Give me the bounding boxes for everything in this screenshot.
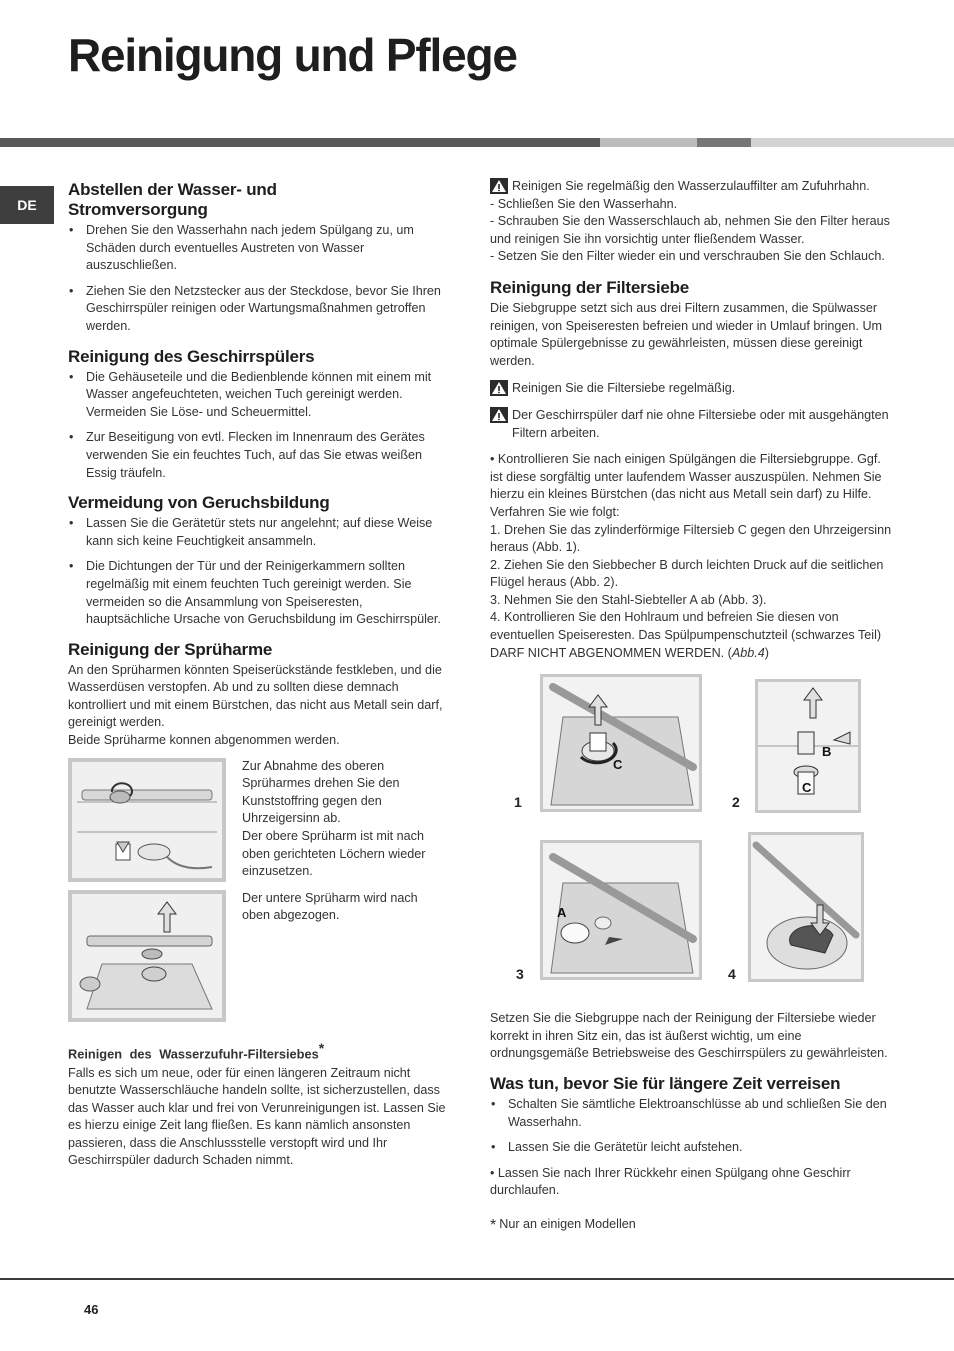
illustration-filter-step-1 [540,674,702,812]
illustration-filter-step-3 [540,840,702,980]
header-bar-segment [751,138,954,147]
bullet-list [68,369,446,483]
section-spray-arms [68,640,446,1022]
section-title: Reinigung der Filtersiebe [490,277,690,297]
paragraph: Beide Sprüharme konnen abgenommen werden. [68,733,340,748]
warning-triangle-icon [490,407,508,423]
figure-number: 2 [732,794,740,811]
caption-text: Der obere Sprüharm ist mit nach oben gerichteten Löchern wieder einzusetzen. [242,829,426,879]
left-column [68,180,446,1170]
section-title: Vermeidung von Geruchsbildung [68,493,330,513]
bullet-list [68,515,446,629]
illustration-lower-spray-arm [68,890,226,1022]
figure-row-lower-arm [68,890,446,1022]
fig-letter: A [557,905,567,921]
section-title: Reinigung der Sprüharme [68,639,273,659]
figure-number: 4 [728,966,736,983]
header-bar-segment [697,138,751,147]
paragraph: Falls es sich um neue, oder für einen längeren Zeitraum nicht benutzte Wasserschläuche handeln sollte, ist sicherzustellen, dass das Wasser auch klar und frei von Verunreinigungen ist. Lassen Sie es hierzu einige Zeit lang fließen. Es kann nämlich ansonsten passieren, dass die Anschlussstelle verstopft wird und Ihr Geschirrspüler dadurch Schaden nimmt. [68,1065,446,1168]
list-item: • Lassen Sie nach Ihrer Rückkehr einen Spülgang ohne Geschirr durchlaufen. [490,1165,851,1198]
warning-triangle-icon [490,380,508,396]
illustration-filter-step-4 [748,832,864,982]
list-item: • Die Dichtungen der Tür und der Reinigerkammern sollten regelmäßig mit einem feuchten Tuch gereinigt werden. Sie vermeiden so die Ansammlung von Speiseresten, hauptsächliche Ursache von Geruchsbildung im Geschirrspüler. [68,558,446,628]
paragraph: Die Siebgruppe setzt sich aus drei Filtern zusammen, die Spülwasser reinigen, von Speiseresten befreien und wieder in Umlauf bringen. Um optimale Spülergebnisse zu gewährleisten, müssen diese gereinigt werden. [490,300,883,368]
section-title: Was tun, bevor Sie für längere Zeit verreisen [490,1074,841,1094]
subsection-title: Reinigen des Wasserzufuhr-Filtersiebes* [68,1039,325,1061]
footnote-text: Nur an einigen Modellen [499,1217,636,1231]
warning-text: Der Geschirrspüler darf nie ohne Filtersiebe oder mit ausgehängten Filtern arbeiten. [512,407,889,440]
caption-text: Zur Abnahme des oberen Sprüharmes drehen Sie den Kunststoffring gegen den Uhrzeigersinn ab. [242,758,400,826]
bullet-list [490,1096,894,1157]
section-title: Reinigung des Geschirrspülers [68,346,315,366]
list-item: • Drehen Sie den Wasserhahn nach jedem Spülgang zu, um Schäden durch eventuelles Austreten von Wasser auszuschließen. [68,222,446,275]
header-bar-segment [0,138,600,147]
figure-number: 1 [514,794,522,811]
warning-line [490,380,894,398]
right-column [490,178,894,1235]
footnote [490,1216,894,1235]
language-tab: DE [0,186,54,224]
figure-row-upper-arm [68,758,446,882]
paragraph: Setzen Sie die Siebgruppe nach der Reinigung der Filtersiebe wieder korrekt in ihren Sitz ein, das ist äußerst wichtig, um eine ordnungsgemäße Betriebsweise des Geschirrspülers zu gewährleisten. [490,1011,888,1061]
warning-text: Reinigen Sie regelmäßig den Wasserzulauffilter am Zufuhrhahn. [512,179,870,193]
list-item: • Schalten Sie sämtliche Elektroanschlüsse ab und schließen Sie den Wasserhahn. [490,1096,894,1131]
page-number: 46 [84,1302,99,1317]
section-inlet-filter [68,1040,446,1170]
section-filter-cleaning [490,278,894,1063]
fig-letter: C [613,757,623,773]
footnote-marker: * [318,1039,325,1056]
page-title: Reinigung und Pflege [68,29,517,81]
illustration-filter-step-2 [755,679,861,813]
bullet-list [68,222,446,336]
warning-triangle-icon [490,178,508,194]
list-item: • Lassen Sie die Gerätetür leicht aufstehen. [490,1139,894,1157]
list-item: • Ziehen Sie den Netzstecker aus der Steckdose, bevor Sie Ihren Geschirrspüler reinigen oder Wartungsmaßnahmen getroffen werden. [68,283,446,336]
header-bar-segment [600,138,697,147]
figure-caption [232,758,446,882]
section-title: Abstellen der Wasser- und Stromversorgung [68,180,277,219]
list-item: • Die Gehäuseteile und die Bedienblende können mit einem mit Wasser angefeuchteten, weichen Tuch gereinigt werden. Vermeiden Sie Löse- und Scheuermittel. [68,369,446,422]
footer-rule [0,1278,954,1280]
warning-block-inlet-filter [490,178,894,266]
paragraph: - Schrauben Sie den Wasserschlauch ab, nehmen Sie den Filter heraus und reinigen Sie ihn vorsichtig unter fließendem Wasser. [490,214,890,246]
filter-figures [490,674,894,1004]
figure-caption [232,890,446,1022]
paragraph: • Kontrollieren Sie nach einigen Spülgängen die Filtersiebgruppe. Ggf. ist diese sorgfältig unter laufendem Wasser auszuspülen. Nehmen Sie hierzu ein kleines Bürstchen (das nicht aus Metall sein darf) zu Hilfe. Verfahren Sie wie folgt: [490,452,882,519]
paragraph: - Schließen Sie den Wasserhahn. [490,196,678,211]
list-item: • Zur Beseitigung von evtl. Flecken im Innenraum des Gerätes verwenden Sie ein feuchtes Tuch, auf das Sie etwas weißen Essig träufeln. [68,429,446,482]
fig-letter: C [802,780,812,796]
warning-line [490,178,894,196]
caption-text: Der untere Sprüharm wird nach oben abgezogen. [242,890,418,923]
section-odour-prevention [68,493,446,629]
paragraph: - Setzen Sie den Filter wieder ein und verschrauben Sie den Schlauch. [490,249,885,264]
step-text: 1. Drehen Sie das zylinderförmige Filtersieb C gegen den Uhrzeigersinn heraus (Abb. 1). [490,522,892,555]
section-water-power [68,180,446,336]
fig-letter: B [822,744,832,760]
figure-number: 3 [516,966,524,983]
list-item: • Lassen Sie die Gerätetür stets nur angelehnt; auf diese Weise kann sich keine Feuchtigkeit ansammeln. [68,515,446,550]
paragraph: An den Sprüharmen könnten Speiserückstände festkleben, und die Wasserdüsen verstopfen. Ab und zu sollten diese demnach kontrolliert und mit einem Bürstchen, das nicht aus Metall sein darf, gereinigt werden. [68,662,443,730]
illustration-upper-spray-arm [68,758,226,882]
footnote-marker: * [490,1217,497,1234]
warning-text: Reinigen Sie die Filtersiebe regelmäßig. [512,381,736,396]
figure-reference: Abb.4 [731,645,765,660]
step-text: 4. Kontrollieren Sie den Hohlraum und befreien Sie diesen von eventuellen Speiseresten. Das Spülpumpenschutzteil (schwarzes Teil) DARF NICHT ABGENOMMEN WERDEN. (Abb.4) [490,610,882,660]
section-before-travel [490,1074,894,1200]
section-cleaning-dishwasher [68,347,446,483]
step-text: 3. Nehmen Sie den Stahl-Siebteller A ab (Abb. 3). [490,592,767,607]
step-text: 2. Ziehen Sie den Siebbecher B durch leichten Druck auf die seitlichen Flügel heraus (Abb. 2). [490,557,884,590]
warning-line [490,407,894,442]
